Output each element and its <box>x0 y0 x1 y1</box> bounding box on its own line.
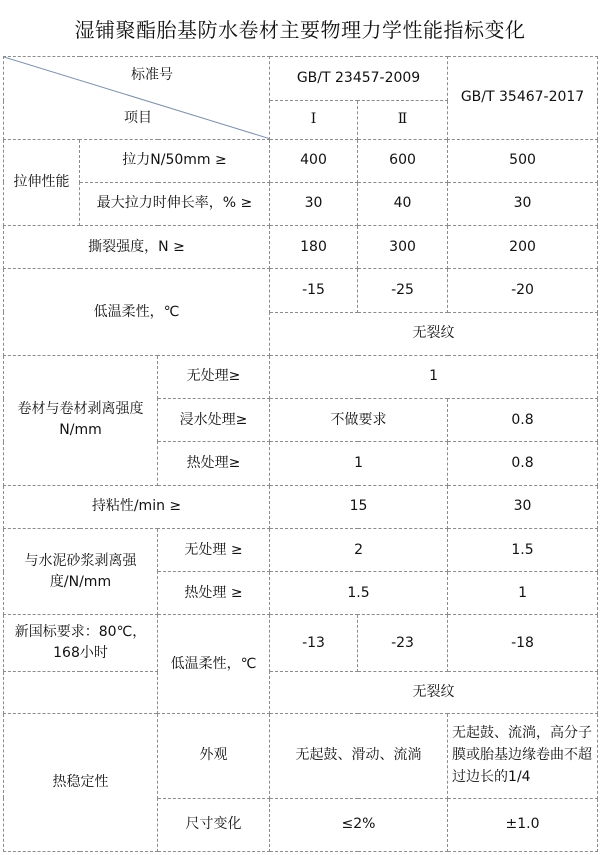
peel-mortar-group-label: 与水泥砂浆剥离强度/N/mm <box>4 528 158 615</box>
adhesion-label: 持粘性/min ≥ <box>4 485 270 528</box>
elongation-value-2: 40 <box>358 182 448 225</box>
peel-mortar-heat-old: 1.5 <box>270 572 448 615</box>
tear-value-new: 200 <box>448 226 598 269</box>
peel-mortar-untreated-old: 2 <box>270 528 448 571</box>
low-temp-value-new: -20 <box>448 269 598 312</box>
elongation-value-new: 30 <box>448 182 598 225</box>
peel-sheet-water-new: 0.8 <box>448 399 598 442</box>
header-diagonal-cell <box>4 57 270 140</box>
peel-sheet-heat-old: 1 <box>270 442 448 485</box>
elongation-value-1: 30 <box>270 182 358 225</box>
tensile-force-value-2: 600 <box>358 139 448 182</box>
dimension-label: 尺寸变化 <box>158 798 270 851</box>
peel-mortar-untreated-new: 1.5 <box>448 528 598 571</box>
properties-table <box>3 56 598 852</box>
dimension-new: ±1.0 <box>448 798 598 851</box>
new-req-group-label: 新国标要求：80℃，168小时 <box>4 615 158 671</box>
type-1-header: Ⅰ <box>270 101 358 139</box>
peel-sheet-water-old: 不做要求 <box>270 399 448 442</box>
peel-mortar-heat-label: 热处理 ≥ <box>158 572 270 615</box>
adhesion-old: 15 <box>270 485 448 528</box>
low-temp-label: 低温柔性，℃ <box>4 269 270 356</box>
low-temp-value-2: -25 <box>358 269 448 312</box>
peel-sheet-heat-new: 0.8 <box>448 442 598 485</box>
peel-sheet-heat-label: 热处理≥ <box>158 442 270 485</box>
new-req-value-1: -13 <box>270 615 358 671</box>
adhesion-new: 30 <box>448 485 598 528</box>
peel-sheet-untreated-value: 1 <box>270 355 598 398</box>
new-req-value-new: -18 <box>448 615 598 671</box>
page-title: 湿铺聚酯胎基防水卷材主要物理力学性能指标变化 <box>74 17 526 42</box>
gb-new-header: GB/T 35467-2017 <box>448 57 598 140</box>
dimension-old: ≤2% <box>270 798 448 851</box>
appearance-old: 无起鼓、滑动、流淌 <box>270 714 448 799</box>
peel-sheet-untreated-label: 无处理≥ <box>158 355 270 398</box>
new-req-result: 无裂纹 <box>270 671 598 713</box>
tensile-force-value-new: 500 <box>448 139 598 182</box>
appearance-label: 外观 <box>158 714 270 799</box>
tear-value-1: 180 <box>270 226 358 269</box>
new-req-low-temp-label: 低温柔性，℃ <box>158 615 270 714</box>
low-temp-result: 无裂纹 <box>270 312 598 355</box>
tensile-force-label: 拉力N/50mm ≥ <box>80 139 270 182</box>
appearance-new: 无起鼓、流淌，高分子膜或胎基边缘卷曲不超过边长的1/4 <box>448 714 598 799</box>
heat-stability-group-label: 热稳定性 <box>4 714 158 852</box>
peel-sheet-water-label: 浸水处理≥ <box>158 399 270 442</box>
tensile-group-label: 拉伸性能 <box>4 139 80 226</box>
new-req-empty-cell <box>4 671 158 713</box>
gb-old-header: GB/T 23457-2009 <box>270 57 448 101</box>
standard-label: 标准号 <box>131 67 174 83</box>
peel-mortar-heat-new: 1 <box>448 572 598 615</box>
peel-sheet-group-label: 卷材与卷材剥离强度N/mm <box>4 355 158 485</box>
item-label: 项目 <box>124 109 152 126</box>
peel-mortar-untreated-label: 无处理 ≥ <box>158 528 270 571</box>
tensile-force-value-1: 400 <box>270 139 358 182</box>
new-req-value-2: -23 <box>358 615 448 671</box>
tear-value-2: 300 <box>358 226 448 269</box>
type-2-header: Ⅱ <box>358 101 448 139</box>
tear-strength-label: 撕裂强度，N ≥ <box>4 226 270 269</box>
low-temp-value-1: -15 <box>270 269 358 312</box>
elongation-label: 最大拉力时伸长率，% ≥ <box>80 182 270 225</box>
